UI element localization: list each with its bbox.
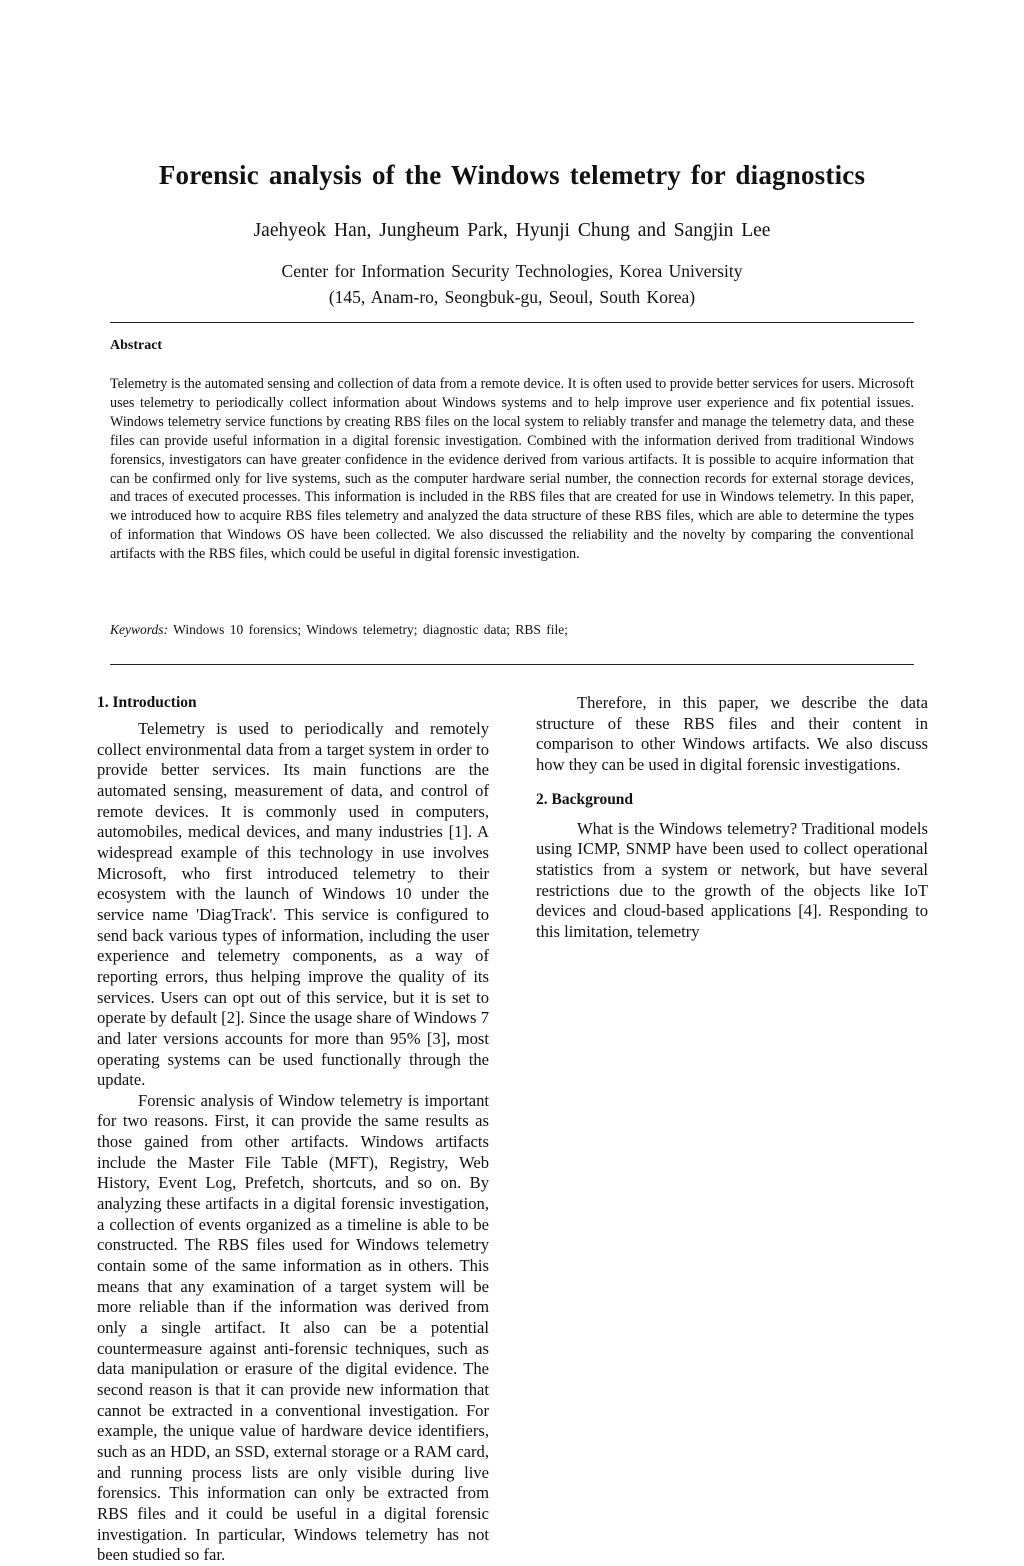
right-column xyxy=(536,693,928,943)
top-divider xyxy=(110,322,914,323)
abstract-text: Telemetry is the automated sensing and collection of data from a remote device. It is often used to provide better services for users. Microsoft uses telemetry to periodically collect information about Windows systems and to help improve user experience and fix potential issues. Windows telemetry service functions by creating RBS files on the local system to reliably transfer and manage the telemetry data, and these files can provide useful information in a digital forensic investigation. Combined with the information derived from traditional Windows forensics, investigators can have greater confidence in the evidence derived from various artifacts. It is possible to acquire information that can be confirmed only for live systems, such as the computer hardware serial number, the connection records for external storage devices, and traces of executed processes. This information is included in the RBS files that are created for use in Windows telemetry. In this paper, we introduced how to acquire RBS files telemetry and analyzed the data structure of these RBS files, which are able to determine the types of information that Windows OS have been collected. We also discussed the reliability and the novelty by comparing the conventional artifacts with the RBS files, which could be useful in digital forensic investigation. xyxy=(110,376,914,563)
abstract-heading: Abstract xyxy=(110,338,163,353)
affiliation xyxy=(0,258,1024,310)
keywords-text: Windows 10 forensics; Windows telemetry; diagnostic data; RBS file; xyxy=(173,622,568,637)
intro-paragraph-2: Forensic analysis of Window telemetry is important for two reasons. First, it can provide the same results as those gained from other artifacts. Windows artifacts include the Master File Table (MFT), Registry, Web History, Event Log, Prefetch, shortcuts, and so on. By analyzing these artifacts in a digital forensic investigation, a collection of events organized as a timeline is able to be constructed. The RBS files used for Windows telemetry contain some of the same information as in others. This means that any examination of a target system will be more reliable than if the information was derived from only a single artifact. It also can be a potential countermeasure against anti-forensic techniques, such as data manipulation or erasure of the digital evidence. The second reason is that it can provide new information that cannot be extracted in a conventional investigation. For example, the unique value of hardware device identifiers, such as an HDD, an SSD, external storage or a RAM card, and running process lists are only visible during live forensics. This information can only be extracted from RBS files and it could be useful in a digital forensic investigation. In particular, Windows telemetry has not been studied so far. xyxy=(97,1090,489,1565)
background-paragraph-1: What is the Windows telemetry? Traditional models using ICMP, SNMP have been used to collect operational statistics from a system or network, but have several restrictions due to the growth of the objects like IoT devices and cloud-based applications [4]. Responding to this limitation, telemetry xyxy=(536,818,928,941)
bottom-divider xyxy=(110,664,914,665)
keywords-label: Keywords: xyxy=(110,622,168,637)
section-heading-background: 2. Background xyxy=(536,790,634,808)
intro-paragraph-1: Telemetry is used to periodically and remotely collect environmental data from a target system in order to provide better services. Its main functions are the automated sensing, measurement of data, and control of remote devices. It is commonly used in computers, automobiles, medical devices, and many industries [1]. A widespread example of this technology in use involves Microsoft, who first introduced telemetry to their ecosystem with the launch of Windows 10 under the service name 'DiagTrack'. This service is configured to send back various types of information, including the user experience and telemetry components, as a way of reporting errors, thus helping improve the quality of its services. Users can opt out of this service, but it is set to operate by default [2]. Since the usage share of Windows 7 and later versions accounts for more than 95% [3], most operating systems can be used functionally through the update. xyxy=(97,719,489,1090)
author-list: Jaehyeok Han, Jungheum Park, Hyunji Chung and Sangjin Lee xyxy=(253,220,771,241)
keywords-line xyxy=(110,622,568,638)
section-heading-introduction: 1. Introduction xyxy=(97,694,197,711)
intro-paragraph-3: Therefore, in this paper, we describe the data structure of these RBS files and their content in comparison to other Windows artifacts. We also discuss how they can be used in digital forensic investigations. xyxy=(536,693,928,774)
left-column xyxy=(97,693,489,1566)
affiliation-line-2: (145, Anam-ro, Seongbuk-gu, Seoul, South Korea) xyxy=(328,287,696,307)
affiliation-line-1: Center for Information Security Technologies, Korea University xyxy=(281,261,743,281)
paper-title: Forensic analysis of the Windows telemetry for diagnostics xyxy=(158,160,866,190)
